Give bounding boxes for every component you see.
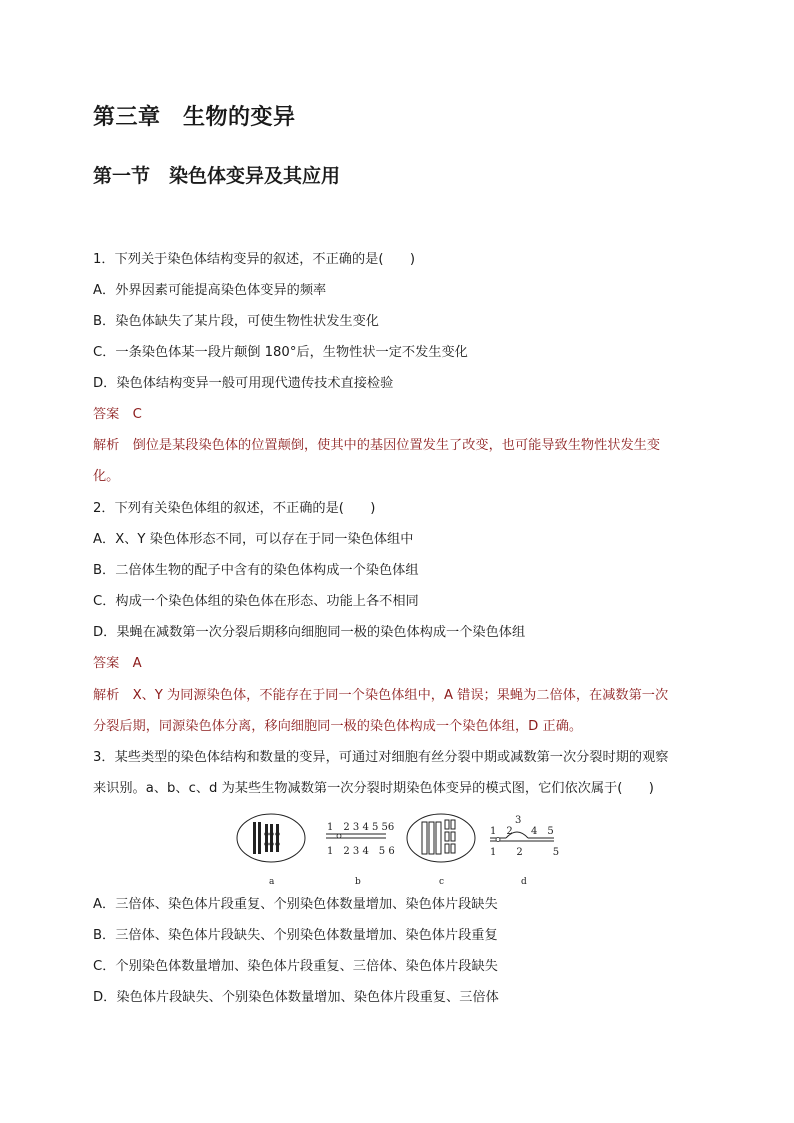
figure-d-bottom-label: 1 2 5 [490,847,560,858]
chromosome-variation-figure [236,812,566,892]
answer-value: C [132,407,142,422]
q2-stem: 2．下列有关染色体组的叙述，不正确的是( ) [93,501,376,516]
q2-answer [93,655,142,673]
q1-answer [93,406,142,424]
q2-option-c: C．构成一个染色体组的染色体在形态、功能上各不相同 [93,594,419,609]
q2-option-a: A．X、Y 染色体形态不同，可以存在于同一染色体组中 [93,532,414,547]
figure-b-bottom-label: 1 2 3 4 5 6 [327,846,395,857]
figure-b-top-label: 1 2 3 4 5 56 [327,822,395,833]
figure-d-pairing [490,815,559,858]
figure-d-loop-label: 3 [515,815,522,826]
answer-value: A [132,656,142,671]
figure-b-pairing [326,822,395,857]
q2-explanation [93,687,668,705]
explain-text: 倒位是某段染色体的位置颠倒，使其中的基因位置发生了改变，也可能导致生物性状发生变 [132,438,661,453]
q3-option-c: C．个别染色体数量增加、染色体片段重复、三倍体、染色体片段缺失 [93,959,498,974]
figure-label-d: d [521,877,527,887]
q3-stem-line2: 来识别。a、b、c、d 为某些生物减数第一次分裂时期染色体变异的模式图，它们依次属于( ) [93,781,654,796]
answer-label: 答案 [93,656,120,671]
answer-label: 答案 [93,407,120,422]
explain-label: 解析 [93,688,120,703]
q1-option-c: C．一条染色体某一段片颠倒 180°后，生物性状一定不发生变化 [93,345,468,360]
section-title: 第一节 染色体变异及其应用 [93,165,341,187]
q1-option-b: B．染色体缺失了某片段，可使生物性状发生变化 [93,314,379,329]
q3-stem-line1: 3．某些类型的染色体结构和数量的变异，可通过对细胞有丝分裂中期或减数第一次分裂时期的观察 [93,750,669,765]
explain-label: 解析 [93,438,120,453]
q1-option-d: D．染色体结构变异一般可用现代遗传技术直接检验 [93,376,394,391]
q2-explanation-cont: 分裂后期，同源染色体分离，移向细胞同一极的染色体构成一个染色体组，D 正确。 [93,719,583,734]
q1-option-a: A．外界因素可能提高染色体变异的频率 [93,283,327,298]
q1-explanation [93,437,660,455]
q1-explanation-cont: 化。 [93,469,120,484]
figure-d-top-right-label: 4 5 [531,826,554,837]
q2-option-b: B．二倍体生物的配子中含有的染色体构成一个染色体组 [93,563,419,578]
q1-stem: 1．下列关于染色体结构变异的叙述，不正确的是( ) [93,252,415,267]
q2-option-d: D．果蝇在减数第一次分裂后期移向细胞同一极的染色体构成一个染色体组 [93,625,526,640]
figure-label-a: a [269,877,275,887]
figure-a-cell [237,814,305,862]
chapter-title: 第三章 生物的变异 [93,104,296,130]
figure-label-b: b [355,877,361,887]
figure-d-top-left-label: 1 2 [490,826,513,837]
explain-text: X、Y 为同源染色体，不能存在于同一个染色体组中，A 错误；果蝇为二倍体，在减数第一次 [132,688,669,703]
q3-option-b: B．三倍体、染色体片段缺失、个别染色体数量增加、染色体片段重复 [93,928,498,943]
q3-option-a: A．三倍体、染色体片段重复、个别染色体数量增加、染色体片段缺失 [93,897,498,912]
figure-label-c: c [439,877,445,887]
figure-c-cell [407,814,475,862]
q3-option-d: D．染色体片段缺失、个别染色体数量增加、染色体片段重复、三倍体 [93,990,499,1005]
